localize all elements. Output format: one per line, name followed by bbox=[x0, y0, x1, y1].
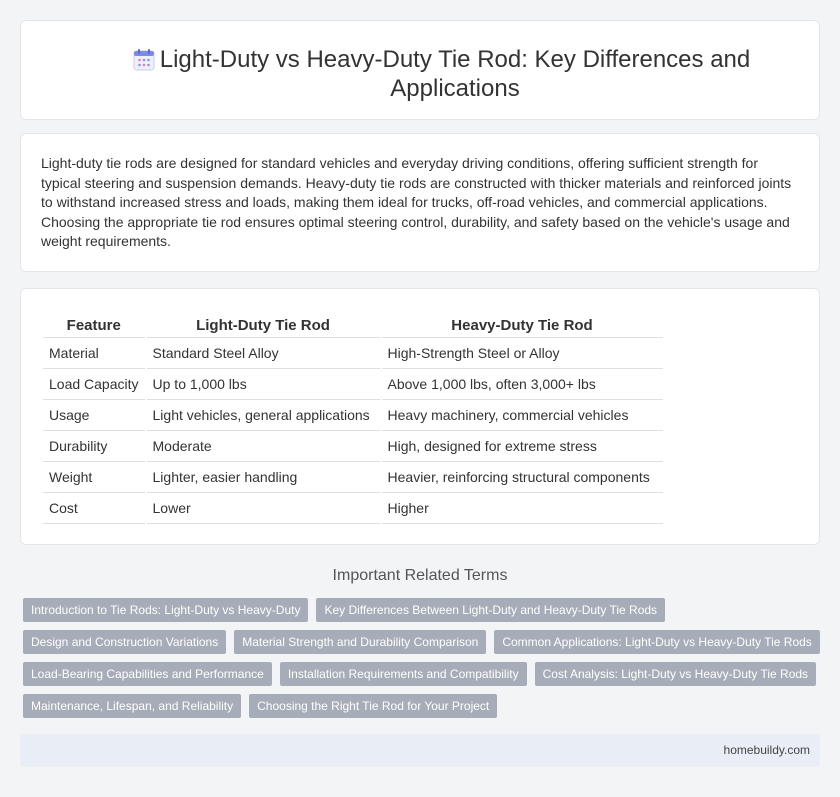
related-term-tag[interactable]: Installation Requirements and Compatibility bbox=[280, 662, 527, 686]
related-term-tag[interactable]: Key Differences Between Light-Duty and Heavy-Duty Tie Rods bbox=[316, 598, 665, 622]
related-term-tag[interactable]: Choosing the Right Tie Rod for Your Project bbox=[249, 694, 497, 718]
related-terms-list bbox=[23, 598, 823, 718]
intro-paragraph: Light-duty tie rods are designed for standard vehicles and everyday driving conditions, offering sufficient strength for typical steering and suspension demands. Heavy-duty tie rods are constructed with thicker materials and reinforced joints to withstand increased stress and loads, making them ideal for trucks, off-road vehicles, and commercial applications. Choosing the appropriate tie rod ensures optimal steering control, durability, and safety based on the vehicle's usage and weight requirements. bbox=[41, 155, 792, 249]
row-heavy-duty-value: High-Strength Steel or Alloy bbox=[381, 337, 663, 368]
row-heavy-duty-value: Heavier, reinforcing structural components bbox=[381, 461, 663, 492]
related-term-tag[interactable]: Introduction to Tie Rods: Light-Duty vs Heavy-Duty bbox=[23, 598, 308, 622]
row-feature: Material bbox=[43, 337, 146, 368]
related-term-tag[interactable]: Load-Bearing Capabilities and Performance bbox=[23, 662, 272, 686]
table-row bbox=[43, 337, 663, 368]
related-term-tag[interactable]: Cost Analysis: Light-Duty vs Heavy-Duty Tie Rods bbox=[535, 662, 816, 686]
row-feature: Weight bbox=[43, 461, 146, 492]
table-row bbox=[43, 399, 663, 430]
table-header-row bbox=[43, 315, 663, 337]
page-title: Light-Duty vs Heavy-Duty Tie Rod: Key Differences and Applications bbox=[159, 46, 751, 102]
row-light-duty-value: Lighter, easier handling bbox=[146, 461, 381, 492]
row-feature: Usage bbox=[43, 399, 146, 430]
table-row bbox=[43, 461, 663, 492]
related-terms-heading: Important Related Terms bbox=[332, 567, 508, 584]
table-row bbox=[43, 492, 663, 523]
related-term-tag[interactable]: Design and Construction Variations bbox=[23, 630, 226, 654]
related-term-tag[interactable]: Maintenance, Lifespan, and Reliability bbox=[23, 694, 241, 718]
row-light-duty-value: Lower bbox=[146, 492, 381, 523]
comparison-table bbox=[43, 315, 663, 524]
table-row bbox=[43, 368, 663, 399]
intro-card bbox=[20, 133, 820, 272]
row-light-duty-value: Standard Steel Alloy bbox=[146, 337, 381, 368]
row-feature: Cost bbox=[43, 492, 146, 523]
row-feature: Load Capacity bbox=[43, 368, 146, 399]
row-light-duty-value: Moderate bbox=[146, 430, 381, 461]
footer bbox=[20, 734, 820, 767]
title-card bbox=[20, 20, 820, 120]
footer-site-link[interactable]: homebuildy.com bbox=[723, 743, 810, 757]
header-feature: Feature bbox=[43, 315, 146, 337]
row-heavy-duty-value: Higher bbox=[381, 492, 663, 523]
row-light-duty-value: Light vehicles, general applications bbox=[146, 399, 381, 430]
row-heavy-duty-value: High, designed for extreme stress bbox=[381, 430, 663, 461]
row-light-duty-value: Up to 1,000 lbs bbox=[146, 368, 381, 399]
related-term-tag[interactable]: Common Applications: Light-Duty vs Heavy-Duty Tie Rods bbox=[494, 630, 819, 654]
row-heavy-duty-value: Heavy machinery, commercial vehicles bbox=[381, 399, 663, 430]
header-light-duty: Light-Duty Tie Rod bbox=[146, 315, 381, 337]
related-term-tag[interactable]: Material Strength and Durability Comparison bbox=[234, 630, 486, 654]
row-heavy-duty-value: Above 1,000 lbs, often 3,000+ lbs bbox=[381, 368, 663, 399]
comparison-card bbox=[20, 288, 820, 545]
table-row bbox=[43, 430, 663, 461]
row-feature: Durability bbox=[43, 430, 146, 461]
header-heavy-duty: Heavy-Duty Tie Rod bbox=[381, 315, 663, 337]
